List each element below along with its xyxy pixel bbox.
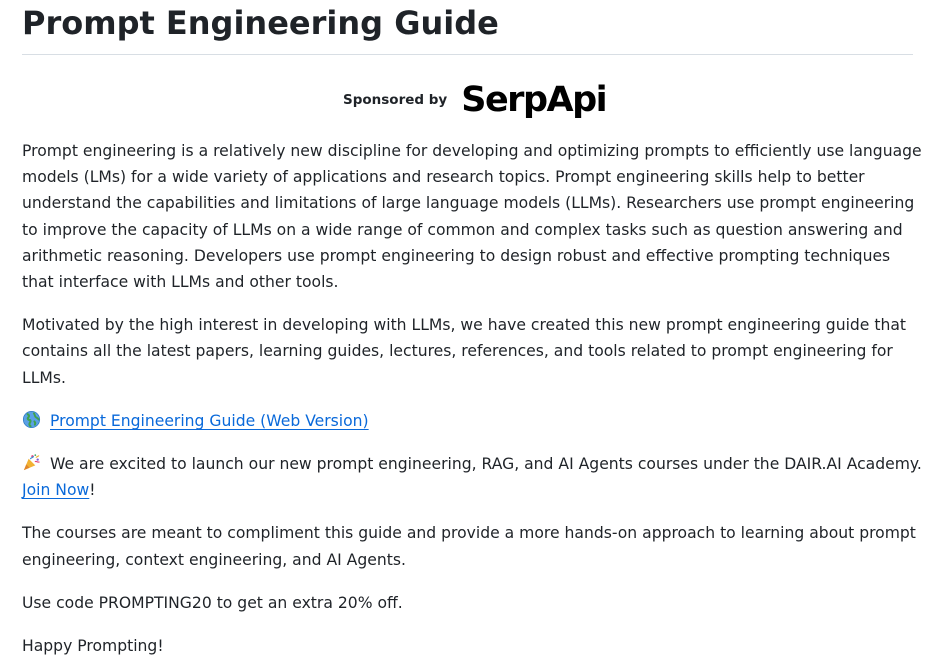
discount-paragraph: Use code PROMPTING20 to get an extra 20% off. <box>22 593 403 612</box>
join-now-link[interactable]: Join Now <box>22 481 90 500</box>
intro-paragraph: Prompt engineering is a relatively new discipline for developing and optimizing prompts to efficiently use language models (LMs) for a wide variety of applications and research topics. Prompt engineering skills help to better understand the capabilities and limitations of large language models (LLMs). Researchers use prompt engineering to improve the capacity of LLMs on a wide range of common and complex tasks such as question answering and arithmetic reasoning. Developers use prompt engineering to design robust and effective prompting techniques that interface with LLMs and other tools. <box>22 142 922 292</box>
readme-content <box>22 138 922 671</box>
sponsor-label: Sponsored by <box>343 92 448 108</box>
title-divider <box>22 54 913 55</box>
motivation-paragraph: Motivated by the high interest in developing with LLMs, we have created this new prompt engineering guide that contains all the latest papers, learning guides, lectures, references, and tools related to prompt engineering for LLMs. <box>22 316 907 387</box>
sponsor-banner[interactable] <box>343 78 606 122</box>
courses-description: The courses are meant to compliment this guide and provide a more hands-on approach to learning about prompt engineering, context engineering, and AI Agents. <box>22 524 916 569</box>
courses-text-before: We are excited to launch our new prompt engineering, RAG, and AI Agents courses under the DAIR.AI Academy. <box>50 455 922 474</box>
web-version-link[interactable]: Prompt Engineering Guide (Web Version) <box>50 411 369 430</box>
courses-text-after: ! <box>89 481 96 500</box>
globe-icon <box>22 410 41 429</box>
courses-announcement <box>22 451 922 503</box>
page-title: Prompt Engineering Guide <box>22 4 499 42</box>
party-popper-icon <box>22 453 41 472</box>
closing-paragraph: Happy Prompting! <box>22 637 164 656</box>
serpapi-logo[interactable]: SerpApi <box>461 80 607 120</box>
web-version-line <box>22 408 922 434</box>
